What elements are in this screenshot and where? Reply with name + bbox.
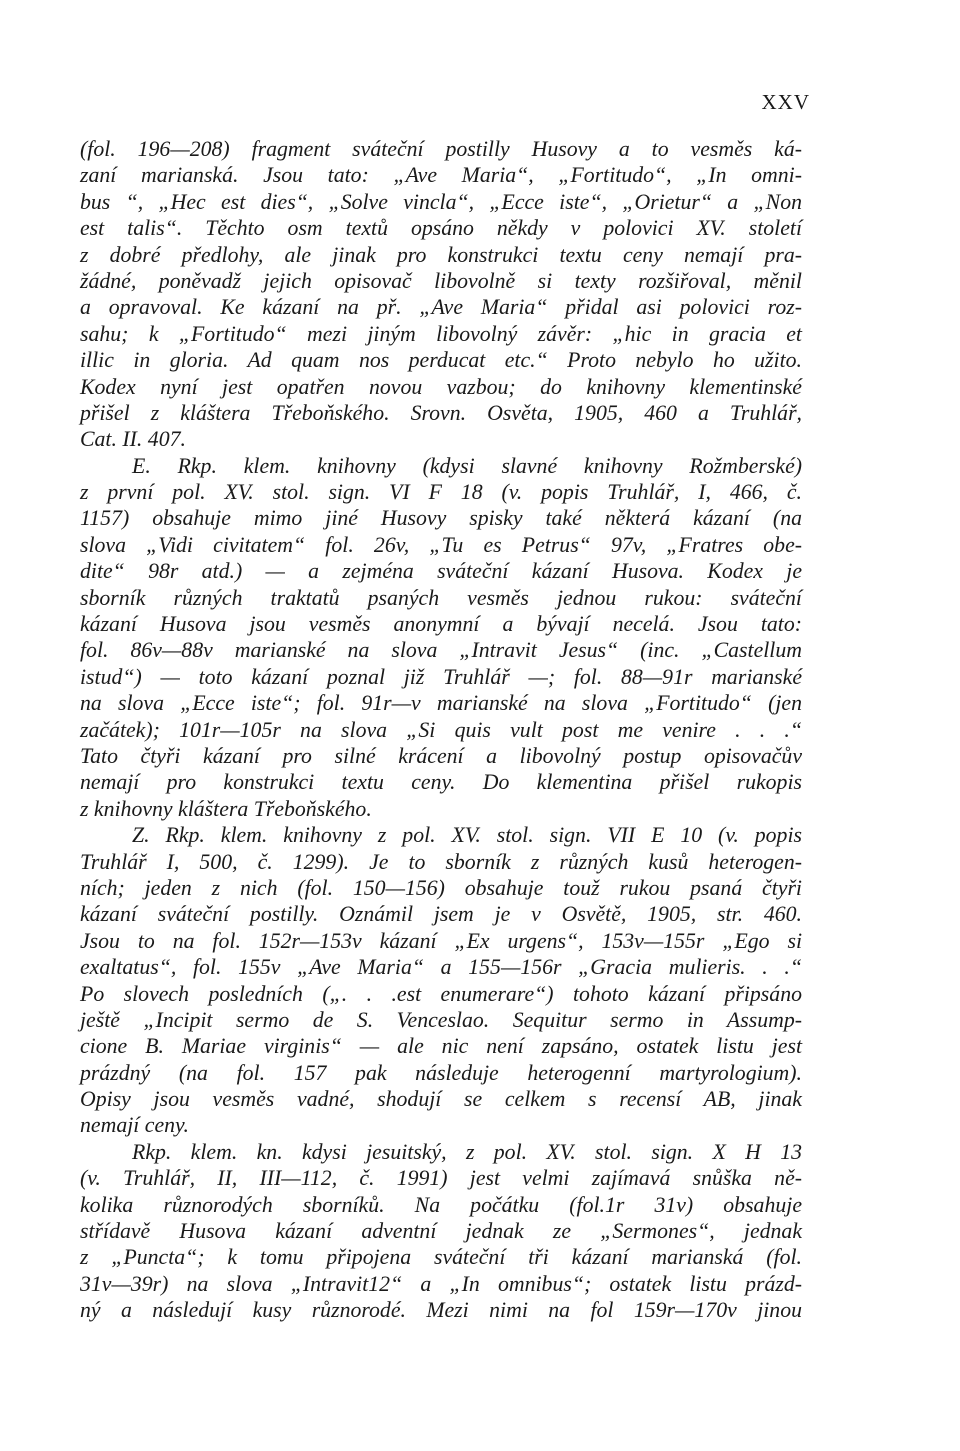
text-line: Opisy jsou vesměs vadné, shodují se celkem s recensí AB, jinak (80, 1087, 802, 1112)
text-line: bus “, „Hec est dies“, „Solve vincla“, „Ecce iste“, „Orietur“ a „Non (80, 189, 802, 214)
text-line: střídavě Husova kázaní adventní jednak ze „Sermones“, jednak (80, 1219, 802, 1244)
text-line: Kodex nyní jest opatřen novou vazbou; do knihovny klementinské (80, 374, 802, 399)
text-line: sahu; k „Fortitudo“ mezi jiným libovolný závěr: „hic in gracia et (80, 321, 802, 346)
text-line: z „Puncta“; k tomu připojena sváteční tři kázaní marianská (fol. (80, 1245, 802, 1270)
text-line: Po slovech posledních („. . .est enumerare“) tohoto kázaní připsáno (80, 981, 802, 1006)
text-line: kázaní Husova jsou vesměs anonymní a bývají necelá. Jsou tato: (80, 612, 802, 637)
text-line: fol. 86v—88v marianské na slova „Intravit Jesus“ (inc. „Castellum (80, 638, 802, 663)
text-line: začátek); 101r—105r na slova „Si quis vult post me venire . . .“ (80, 717, 802, 742)
text-line: žádné, poněvadž jejich opisovač libovolně si texty rozšiřoval, měnil (80, 268, 802, 293)
text-line: zaní marianská. Jsou tato: „Ave Maria“, „Fortitudo“, „In omni- (80, 163, 802, 188)
text-line: z dobré předlohy, ale jinak pro konstrukci textu ceny nemají pra- (80, 242, 802, 267)
text-line: Cat. II. 407. (80, 427, 186, 452)
text-line: kázaní sváteční postilly. Oznámil jsem je v Osvětě, 1905, str. 460. (80, 902, 802, 927)
text-line: Jsou to na fol. 152r—153v kázaní „Ex urgens“, 153v—155r „Ego si (80, 928, 802, 953)
text-line: nemají pro konstrukci textu ceny. Do klementina přišel rukopis (80, 770, 802, 795)
text-line: z knihovny kláštera Třeboňského. (80, 796, 372, 821)
text-line: Rkp. klem. kn. kdysi jesuitský, z pol. XV. stol. sign. X H 13 (132, 1139, 802, 1164)
body-text (80, 136, 802, 1324)
text-line: slova „Vidi civitatem“ fol. 26v, „Tu es Petrus“ 97v, „Fratres obe- (80, 532, 802, 557)
text-line: prázdný (na fol. 157 pak následuje heterogenní martyrologium). (80, 1060, 802, 1085)
text-line: ještě „Incipit sermo de S. Venceslao. Sequitur sermo in Assump- (80, 1007, 802, 1032)
text-line: ních; jeden z nich (fol. 150—156) obsahuje touž rukou psaná čtyři (80, 875, 802, 900)
text-line: Tato čtyři kázaní pro silné krácení a libovolný postup opisovačův (80, 743, 802, 768)
text-line: sborník různých traktatů psaných vesměs jednou rukou: sváteční (80, 585, 802, 610)
page-number: XXV (761, 90, 810, 114)
text-line: 31v—39r) na slova „Intravit12“ a „In omnibus“; ostatek listu prázd- (80, 1271, 802, 1296)
text-line: cione B. Mariae virginis“ — ale nic není zapsáno, ostatek listu jest (80, 1034, 802, 1059)
text-line: exaltatus“, fol. 155v „Ave Maria“ a 155—156r „Gracia mulieris. . .“ (80, 955, 802, 980)
text-line: ný a následují kusy různorodé. Mezi nimi na fol 159r—170v jinou (80, 1298, 802, 1323)
text-line: est talis“. Těchto osm textů opsáno někdy v polovici XV. století (80, 216, 802, 241)
text-line: 1157) obsahuje mimo jiné Husovy spisky také některá kázaní (na (80, 506, 802, 531)
text-line: nemají ceny. (80, 1113, 189, 1138)
text-line: a opravoval. Ke kázaní na př. „Ave Maria“ přidal asi polovici roz- (80, 295, 802, 320)
text-line: istud“) — toto kázaní poznal již Truhlář —; fol. 88—91r marianské (80, 664, 802, 689)
text-line: z první pol. XV. stol. sign. VI F 18 (v. popis Truhlář, I, 466, č. (80, 480, 802, 505)
text-line: (v. Truhlář, II, III—112, č. 1991) jest velmi zajímavá snůška ně- (80, 1166, 802, 1191)
text-line: Z. Rkp. klem. knihovny z pol. XV. stol. sign. VII E 10 (v. popis (132, 823, 802, 848)
text-line: na slova „Ecce iste“; fol. 91r—v marianské na slova „Fortitudo“ (jen (80, 691, 802, 716)
text-line: E. Rkp. klem. knihovny (kdysi slavné knihovny Rožmberské) (132, 453, 802, 478)
text-line: illic in gloria. Ad quam nos perducat etc.“ Proto nebylo ho užito. (80, 348, 802, 373)
text-line: Truhlář I, 500, č. 1299). Je to sborník z různých kusů heterogen- (80, 849, 802, 874)
text-line: přišel z kláštera Třeboňského. Srovn. Osvěta, 1905, 460 a Truhlář, (80, 400, 802, 425)
text-line: kolika různorodých sborníků. Na počátku (fol.1r 31v) obsahuje (80, 1192, 802, 1217)
text-line: dite“ 98r atd.) — a zejména sváteční kázaní Husova. Kodex je (80, 559, 802, 584)
text-line: (fol. 196—208) fragment sváteční postilly Husovy a to vesměs ká- (80, 137, 802, 161)
